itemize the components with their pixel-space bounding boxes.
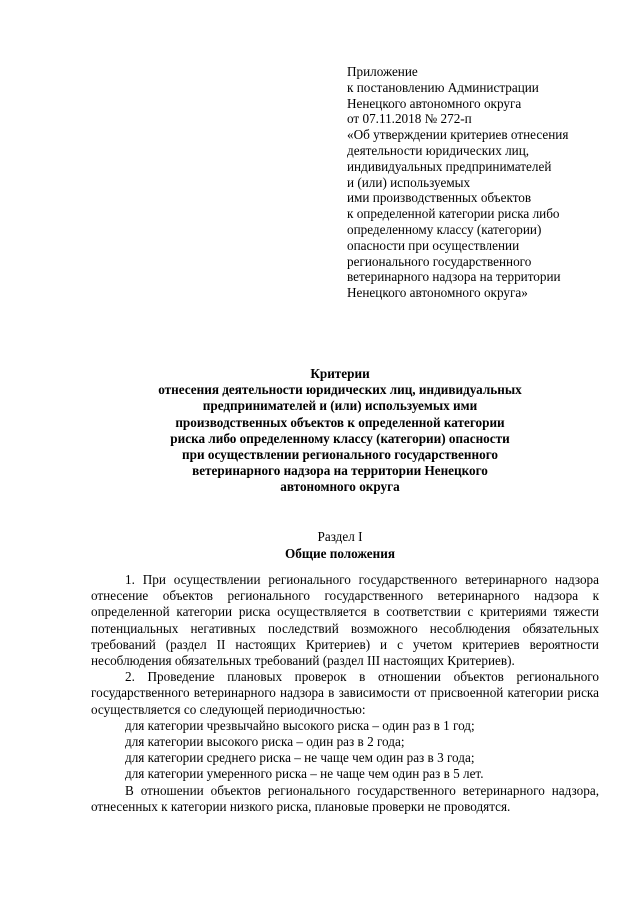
title-line: Критерии	[310, 366, 370, 381]
appendix-line: от 07.11.2018 № 272-п	[347, 111, 472, 127]
appendix-line: опасности при осуществлении	[347, 237, 520, 253]
section-heading: Общие положения	[285, 546, 395, 561]
title-line: при осуществлении регионального государственного	[182, 447, 498, 463]
section-header	[60, 528, 620, 562]
list-item: для категории высокого риска – один раз в 2 года;	[125, 734, 405, 750]
appendix-line: и (или) используемых	[347, 174, 471, 190]
appendix-line: регионального государственного	[347, 253, 532, 269]
appendix-line: ветеринарного надзора на территории	[347, 269, 561, 285]
document-title	[60, 366, 620, 496]
appendix-line: Приложение	[347, 64, 418, 79]
document-body	[91, 572, 599, 815]
appendix-line: Ненецкого автономного округа»	[347, 285, 528, 301]
list-item: для категории умеренного риска – не чаще чем один раз в 5 лет.	[125, 766, 484, 782]
list-item: для категории среднего риска – не чаще чем один раз в 3 года;	[125, 750, 475, 766]
title-line: отнесения деятельности юридических лиц, индивидуальных	[158, 382, 522, 398]
section-number: Раздел I	[317, 529, 363, 544]
appendix-note	[347, 64, 632, 301]
title-line: автономного округа	[280, 479, 400, 495]
paragraph-3: В отношении объектов регионального государственного ветеринарного надзора, отнесенных к категории низкого риска, плановые проверки не проводятся.	[91, 782, 599, 814]
appendix-line: «Об утверждении критериев отнесения	[347, 127, 569, 143]
appendix-line: ими производственных объектов	[347, 190, 532, 206]
title-line: предпринимателей и (или) используемых ими	[202, 398, 478, 414]
appendix-line: определенному классу (категории)	[347, 221, 542, 237]
appendix-line: к постановлению Администрации	[347, 79, 539, 95]
paragraph-2: 2. Проведение плановых проверок в отношении объектов регионального государственного ветеринарного надзора в зависимости от присвоенной категории риска осуществляется со следующей периодичностью:	[91, 669, 599, 717]
title-line: риска либо определенному классу (категории) опасности	[170, 430, 510, 446]
appendix-line: деятельности юридических лиц,	[347, 142, 530, 158]
title-line: производственных объектов к определенной категории	[175, 414, 505, 430]
appendix-line: Ненецкого автономного округа	[347, 95, 522, 111]
paragraph-1: 1. При осуществлении регионального государственного ветеринарного надзора отнесение объектов регионального государственного ветеринарного надзора к определенной категории риска осуществляется в соответствии с критериями тяжести потенциальных негативных последствий возможного несоблюдения обязательных требований (раздел II настоящих Критериев) и с учетом критериев вероятности несоблюдения обязательных требований (раздел III настоящих Критериев).	[91, 572, 599, 669]
title-line: ветеринарного надзора на территории Ненецкого	[192, 463, 488, 479]
appendix-line: к определенной категории риска либо	[347, 206, 560, 222]
list-item: для категории чрезвычайно высокого риска – один раз в 1 год;	[125, 717, 475, 733]
appendix-line: индивидуальных предпринимателей	[347, 158, 552, 174]
